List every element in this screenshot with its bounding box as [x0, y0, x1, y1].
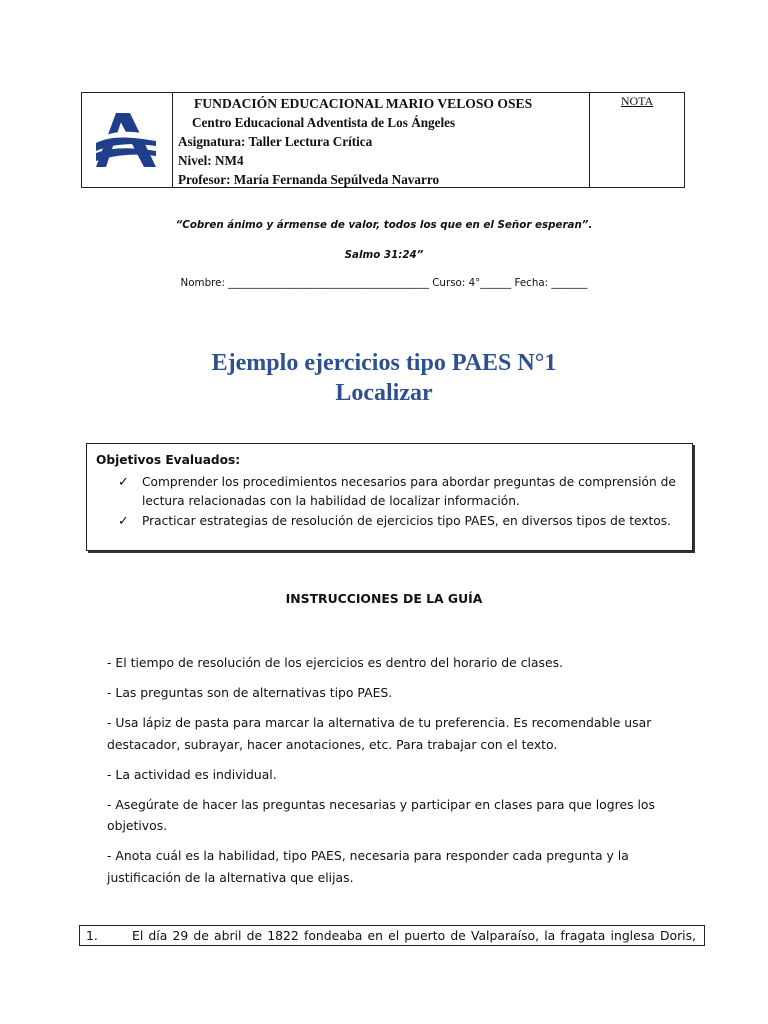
center-name: Centro Educacional Adventista de Los Ángeles [192, 115, 456, 130]
objectives-heading: Objetivos Evaluados: [96, 453, 241, 467]
objective-item [96, 473, 683, 512]
subject-line: Asignatura: Taller Lectura Crítica [178, 134, 373, 149]
header-table [81, 92, 685, 188]
school-info [173, 93, 590, 187]
bible-quote: “Cobren ánimo y ármense de valor, todos los que en el Señor esperan”. [175, 219, 593, 231]
question-1-box [79, 925, 705, 946]
question-text: El día 29 de abril de 1822 fondeaba en el puerto de Valparaíso, la fragata inglesa Doris, [132, 928, 696, 943]
objective-text: Practicar estrategias de resolución de ejercicios tipo PAES, en diversos tipos de textos. [142, 513, 671, 528]
instruction-item: - Usa lápiz de pasta para marcar la alternativa de tu preferencia. Es recomendable usar destacador, subrayar, hacer anotaciones, etc. Para trabajar con el texto. [107, 715, 652, 752]
page-title [0, 348, 768, 408]
student-fields: Nombre: _______________________________________ Curso: 4°______ Fecha: _______ [180, 277, 588, 289]
teacher-line: Profesor: María Fernanda Sepúlveda Navarro [178, 172, 440, 187]
title-line-2: Localizar [335, 380, 433, 406]
instruction-item: - La actividad es individual. [107, 766, 277, 782]
title-line-1: Ejemplo ejercicios tipo PAES N°1 [211, 350, 557, 376]
objective-text: Comprender los procedimientos necesarios para abordar preguntas de comprensión de lectura relacionadas con la habilidad de localizar información. [142, 474, 676, 508]
level-line: Nivel: NM4 [178, 153, 244, 168]
instruction-item: - El tiempo de resolución de los ejercicios es dentro del horario de clases. [107, 655, 564, 670]
grade-cell [590, 93, 684, 187]
instructions-heading: INSTRUCCIONES DE LA GUÍA [285, 591, 483, 606]
objectives-box [86, 443, 693, 551]
checkmark-icon: ✓ [118, 513, 129, 529]
school-logo-icon [94, 109, 160, 171]
objective-item [96, 512, 683, 532]
instructions-list [107, 652, 667, 897]
logo-cell [82, 93, 173, 187]
checkmark-icon: ✓ [118, 474, 129, 490]
nota-label: NOTA [620, 94, 654, 108]
instruction-item: - Anota cuál es la habilidad, tipo PAES, necesaria para responder cada pregunta y la justificación de la alternativa que elijas. [107, 848, 629, 885]
foundation-name: FUNDACIÓN EDUCACIONAL MARIO VELOSO OSES [194, 96, 533, 111]
question-number: 1. [86, 928, 98, 943]
instruction-item: - Asegúrate de hacer las preguntas necesarias y participar en clases para que logres los objetivos. [107, 796, 655, 833]
psalm-reference: Salmo 31:24” [344, 249, 424, 261]
instruction-item: - Las preguntas son de alternativas tipo PAES. [107, 685, 393, 700]
